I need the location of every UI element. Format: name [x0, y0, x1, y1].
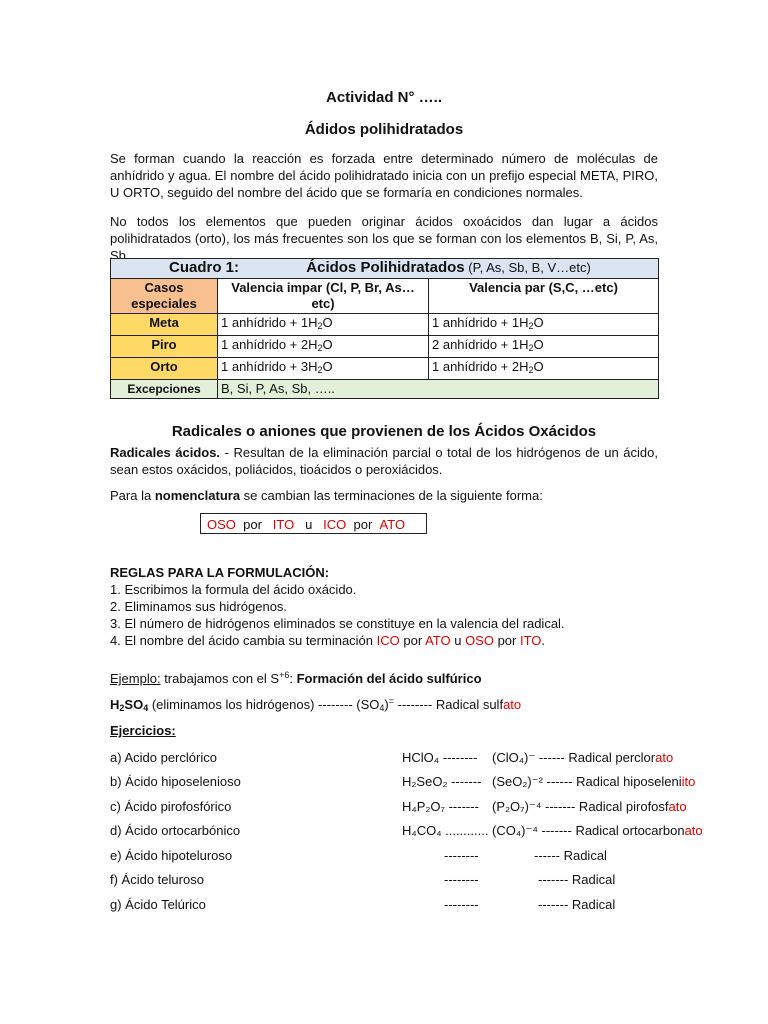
section-title-radicales: Radicales o aniones que provienen de los Ácidos Oxácidos	[171, 423, 597, 440]
table-caption-title: Ácidos Polihidratados	[306, 259, 465, 276]
cell-impar: 1 anhídrido + $2H_2O$	[218, 336, 429, 358]
exceptions-label: Excepciones	[111, 380, 218, 399]
col-header-impar: Valencia impar (Cl, P, Br, As…etc)	[218, 279, 429, 314]
nomenclature-line: Para la nomenclatura se cambian las terminaciones de la siguiente forma:	[110, 488, 543, 503]
row-name-piro: Piro	[111, 336, 218, 358]
exercise-row: f) Ácido teluroso -------- ------- Radical	[110, 872, 616, 887]
row-name-meta: Meta	[111, 314, 218, 336]
table-caption-row	[111, 259, 659, 279]
rule-item: 2. Eliminamos sus hidrógenos.	[110, 599, 288, 614]
example-line: Ejemplo: trabajamos con el $S^{+6}$: Formación del ácido sulfúrico	[110, 670, 482, 686]
exceptions-value: B, Si, P, As, Sb, …..	[218, 380, 659, 399]
exercise-row: b) Ácido hiposelenioso H₂SeO₂ ------- (SeO₂)⁻² ------ Radical hiposeleniito	[110, 774, 696, 789]
table-row	[111, 358, 659, 380]
col-header-par: Valencia par (S,C, …etc)	[429, 279, 659, 314]
cell-par: 1 anhídrido + $1H_2O$	[429, 314, 659, 336]
intro-paragraph-1: Se forman cuando la reacción es forzada entre determinado número de moléculas de anhídrido y agua. El nombre del ácido polihidratado inicia con un prefijo especial META, PIRO, U ORTO, seguido del nombre del ácido que se formaría en condiciones normales.	[110, 151, 658, 200]
exercises-title: Ejercicios:	[110, 723, 176, 738]
exercise-row: c) Ácido pirofosfórico H₄P₂O₇ ------- (P₂O₇)⁻⁴ ------- Radical pirofosfato	[110, 799, 687, 814]
table-header-row	[111, 279, 659, 314]
table-caption-note: (P, As, Sb, B, V…etc)	[468, 260, 591, 275]
cell-impar: 1 anhídrido + $3H_2O$	[218, 358, 429, 380]
termination-change-box: OSO por ITO u ICO por ATO	[200, 513, 427, 534]
rule-item: 4. El nombre del ácido cambia su terminación ICO por ATO u OSO por ITO.	[110, 633, 546, 648]
table-row	[111, 314, 659, 336]
col-header-casos: Casos especiales	[111, 279, 218, 314]
page-subtitle: Ádidos polihidratados	[304, 121, 464, 138]
cell-par: 2 anhídrido + $1H_2O$	[429, 336, 659, 358]
rule-item: 3. El número de hidrógenos eliminados se constituye en la valencia del radical.	[110, 616, 565, 631]
radicales-label: Radicales ácidos.	[110, 445, 221, 460]
exceptions-row	[111, 380, 659, 399]
intro-paragraph-2: No todos los elementos que pueden originar ácidos oxoácidos dan lugar a ácidos polihidratados (orto), los más frecuentes son los que se forman con los elementos B, Si, P, As, Sb.	[110, 214, 658, 263]
exercise-row: a) Acido perclórico HClO₄ -------- (ClO₄)⁻ ------ Radical perclorato	[110, 750, 674, 765]
radicales-paragraph: Radicales ácidos. - Resultan de la eliminación parcial o total de los hidrógenos de un ácido, sean estos oxácidos, poliácidos, tioácidos o peroxiácidos.	[110, 445, 658, 477]
page-title: Actividad N° …..	[325, 89, 442, 106]
exercise-row: g) Ácido Telúrico -------- ------- Radical	[110, 897, 616, 912]
rule-item: 1. Escribimos la formula del ácido oxácido.	[110, 582, 357, 597]
h2so4-example-line: $H_2SO_4$ (eliminamos los hidrógenos) -------- $(SO_4)^=$ -------- Radical sulfato	[110, 696, 522, 713]
rules-title: REGLAS PARA LA FORMULACIÓN:	[110, 565, 330, 580]
polyhydrated-acids-table	[110, 258, 659, 399]
cell-impar: 1 anhídrido + $1H_2O$	[218, 314, 429, 336]
table-caption-label: Cuadro 1:	[169, 259, 240, 276]
cell-par: 1 anhídrido + $2H_2O$	[429, 358, 659, 380]
exercise-row: d) Ácido ortocarbónico H₄CO₄ ............ (CO₄)⁻⁴ ------- Radical ortocarbonato	[110, 823, 703, 838]
exercise-row: e) Ácido hipoteluroso -------- ------ Radical	[110, 848, 607, 863]
table-row	[111, 336, 659, 358]
row-name-orto: Orto	[111, 358, 218, 380]
